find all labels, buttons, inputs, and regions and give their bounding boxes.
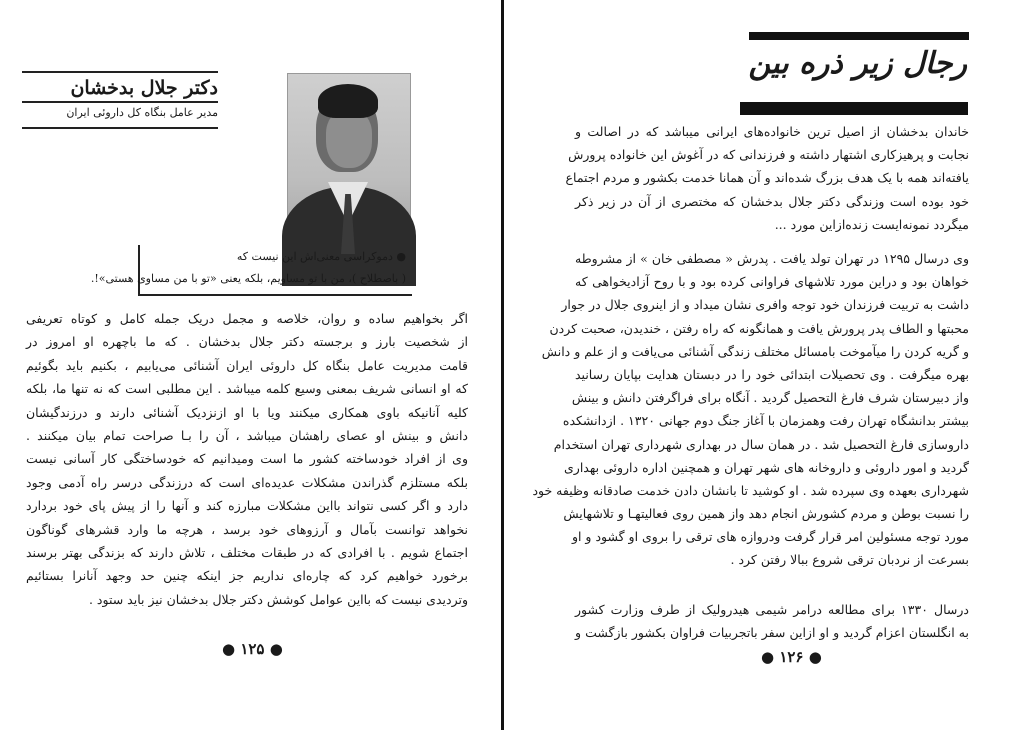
body-line: کلیه آنانیکه باوی همکاری میکنند ویا با او ازنزدیک آشنائی دارند و درزندگیشان	[26, 404, 468, 420]
body-line: خاندان بدخشان از اصیل ترین خانواده‌های ایرانی میباشد که در اصالت و	[575, 124, 969, 139]
body-line: اگر بخواهیم ساده و روان، خلاصه و مجمل دریک جمله کامل و کوتاه تعریفی	[26, 311, 468, 326]
author-name: دکتر جلال بدخشان	[70, 77, 218, 99]
name-top-rule	[22, 71, 218, 73]
body-line: بهره میگرفت . وی تحصیلات ابتدائی خود را در دبستان هدایت بپایان رسانید	[575, 366, 969, 382]
page-number-left: ● ۱۲۵ ●	[222, 640, 283, 658]
body-line: خواهان بود و دراین مورد تلاشهای فراوانی کرده بود و با روح آزادیخواهی که	[575, 274, 969, 290]
portrait-hair	[318, 84, 378, 118]
body-line: خود بوده است وزندگی دکتر جلال بدخشان که مختصری از آن در زیر ذکر	[575, 193, 969, 209]
body-line: را نسبت بوطن و مردم کشورش انجام دهد واز همین روی فعالیتهـا و تلاشهایش	[563, 506, 969, 522]
body-line: واز دبیرستان شرف فارغ التحصیل گردید . آنگاه برای فراگرفتن دانش و بینش	[571, 390, 969, 406]
body-line: نخواهد توانست بآمال و آرزوهای خود برسد ، هرچه ما وارد قشرهای گوناگون	[26, 521, 468, 537]
author-portrait-photo	[287, 73, 411, 269]
left-body-text	[26, 307, 468, 611]
body-line: قامت مدیریت عامل بنگاه کل داروئی ایران آشنائی می‌یابیم ، بکنیم باید بگوئیم	[26, 357, 468, 373]
author-role: مدیر عامل بنگاه کل داروئی ایران	[66, 106, 218, 119]
body-line: میگردد نمونه‌ایست زنده‌ازاین مورد ...	[774, 216, 969, 232]
body-line: داشت به تربیت فرزندان خود توجه وافری نشان میداد و از اینروی جلال در جوار	[561, 297, 969, 313]
body-line: دارد و اگر کسی نتواند بااین مشکلات مبارزه کند و آنها را از پیش پای خود بردارد	[26, 498, 468, 514]
body-line: درسال ۱۳۳۰ برای مطالعه درامر شیمی هیدرولیک از طرف وزارت کشور	[575, 602, 969, 617]
portrait-face	[326, 110, 372, 168]
body-line: که او انسانی شریف بمعنی وسیع کلمه میباشد . این مطلبی است که نه تنها ما، بلکه	[26, 381, 468, 397]
body-line: گردید و امور داروئی و داروخانه های شهر تهران و همچنین اداره داروئی بهداری	[564, 459, 969, 475]
pull-quote-box	[90, 245, 412, 296]
body-line: به انگلستان اعزام گردید و او ازاین سفر باتجربیات فراوان بکشور بازگشت و	[575, 625, 969, 641]
body-line: وی درسال ۱۲۹۵ در تهران تولد یافت . پدرش « مصطفی خان » از مشروطه	[575, 251, 969, 266]
body-line: دانش و بینش او عصای راهشان میباشد ، آن را بـا صراحت تمام بیان میکنند .	[26, 427, 468, 443]
body-line: و گریه کردن را میآموخت بامسائل مختلف زندگی آشنائی می‌یافت و از علم و دانش	[541, 343, 969, 359]
body-line: برخورد خواهیم کرد که چاره‌ای نداریم جز اینکه چنین حد وجهد آنانرا بستائیم	[26, 568, 468, 584]
body-line: شهرداری بعهده وی سپرده شد . او کوشید تا بانشان دادن خدمت صادقانه وظیفه خود	[532, 482, 969, 498]
right-paragraph-3	[575, 598, 969, 644]
body-line: وتردیدی نیست که بااین عوامل کوشش دکتر جلال بدخشان نیز باید ستود .	[88, 591, 468, 607]
body-line: از شخصیت بارز و برجسته دکتر جلال بدخشان . که ما باچهره او امروز در	[26, 334, 468, 350]
name-bottom-rule	[22, 127, 218, 129]
body-line: مورد توجه مسئولین امر قرار گرفت ودروازه های ترقی را بروی او گشود و او	[571, 529, 969, 545]
pull-quote-line-2: ( باصطلاح )، من با تو مساویم، بلکه یعنی «تو با من مساوی هستی»!.	[90, 272, 406, 285]
pull-quote-line-1: ● دموکراسی معنی‌اش این نیست که	[236, 250, 406, 263]
page-number-right: ● ۱۲۶ ●	[761, 648, 822, 666]
body-line: نجابت و پرهیزکاری اشتهار داشته و فرزندانی که در آغوش این خانواده پرورش	[568, 147, 969, 163]
book-spine-divider	[501, 0, 504, 730]
body-line: بسرعت از نردبان ترقی شروع ببالا رفتن کرد .	[730, 552, 969, 568]
right-paragraph-2	[532, 247, 969, 572]
body-line: اجتماع شویم . با افرادی که در طبقات مختلف ، تلاش دارند که بزندگی بهتر برسند	[26, 544, 468, 560]
body-line: داروسازی فارغ التحصیل شد . در همان سال در بهداری شهرداری تهران استخدام	[553, 436, 969, 452]
body-line: وی از افراد خودساخته کشور ما است ومیدانیم که خودساختگی کار آسانی نیست	[26, 451, 468, 467]
body-line: بلکه مستلزم گذراندن مشکلات عدیده‌ای است که درزندگی درسر راه آدمی وجود	[26, 474, 468, 490]
name-middle-rule	[22, 101, 218, 103]
left-page	[0, 0, 500, 730]
body-line: محبتها و الطاف پدر پرورش یافت و همانگونه که راه رفتن ، خندیدن، صحبت کردن	[549, 320, 969, 336]
section-title: رجال زیر ذره بین	[748, 46, 967, 81]
body-line: بیشتر بدانشگاه تهران رفت وهمزمان با آغاز جنگ دوم جهانی ۱۳۲۰ . ازدانشکده	[562, 413, 969, 429]
right-paragraph-1	[565, 120, 969, 236]
body-line: یافته‌اند همه با یک هدف بزرگ شده‌اند و آن همانا خدمت بکشور و مردم اجتماع	[565, 170, 969, 186]
